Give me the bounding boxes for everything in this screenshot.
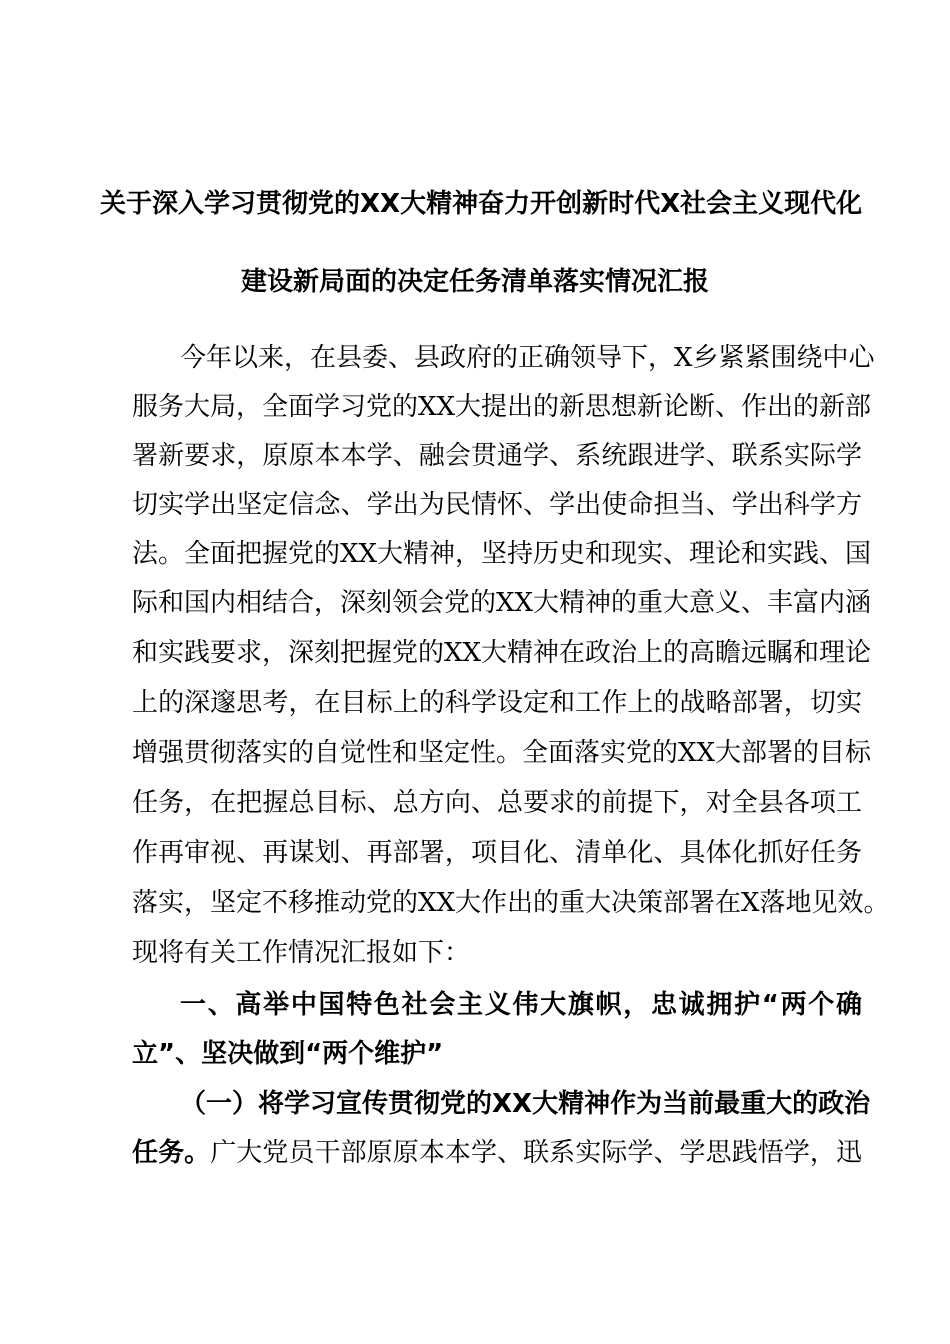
paragraph-line: 服务大局，全面学习党的XX大提出的新思想新论断、作出的新部 bbox=[132, 392, 872, 422]
section-heading-line-2: 立”、坚决做到“两个维护” bbox=[132, 1039, 444, 1069]
paragraph-line: 际和国内相结合，深刻领会党的XX大精神的重大意义、丰富内涵 bbox=[132, 588, 872, 618]
paragraph-line: 法。全面把握党的XX大精神，坚持历史和现实、理论和实践、国 bbox=[132, 539, 872, 569]
paragraph-line: 增强贯彻落实的自觉性和坚定性。全面落实党的XX大部署的目标 bbox=[132, 738, 872, 768]
subsection-body-text: 广大党员干部原原本本学、联系实际学、学思践悟学，迅 bbox=[210, 1138, 862, 1168]
paragraph-line: 和实践要求，深刻把握党的XX大精神在政治上的高瞻远瞩和理论 bbox=[132, 638, 872, 668]
document-title-line-2: 建设新局面的决定任务清单落实情况汇报 bbox=[240, 267, 709, 297]
paragraph-line: 现将有关工作情况汇报如下： bbox=[132, 938, 471, 968]
paragraph-line: 切实学出坚定信念、学出为民情怀、学出使命担当、学出科学方 bbox=[132, 490, 862, 520]
section-heading-line-1: 一、高举中国特色社会主义伟大旗帜，忠诚拥护“两个确 bbox=[180, 990, 862, 1020]
paragraph-line: 任务，在把握总目标、总方向、总要求的前提下，对全县各项工 bbox=[132, 788, 862, 818]
subsection-heading-tail: 任务。 bbox=[132, 1138, 211, 1168]
subsection-paragraph-line bbox=[132, 1136, 862, 1170]
paragraph-line: 上的深邃思考，在目标上的科学设定和工作上的战略部署，切实 bbox=[132, 688, 862, 718]
document-title-line-1: 关于深入学习贯彻党的XX大精神奋力开创新时代X社会主义现代化 bbox=[100, 189, 863, 219]
paragraph-line: 署新要求，原原本本学、融会贯通学、系统跟进学、联系实际学 bbox=[132, 441, 862, 471]
paragraph-line: 今年以来，在县委、县政府的正确领导下，X乡紧紧围绕中心 bbox=[180, 343, 875, 373]
subsection-heading-line-1: （一）将学习宣传贯彻党的XX大精神作为当前最重大的政治 bbox=[180, 1089, 871, 1119]
paragraph-line: 落实，坚定不移推动党的XX大作出的重大决策部署在X落地见效。 bbox=[132, 888, 890, 918]
paragraph-line: 作再审视、再谋划、再部署，项目化、清单化、具体化抓好任务 bbox=[132, 838, 862, 868]
